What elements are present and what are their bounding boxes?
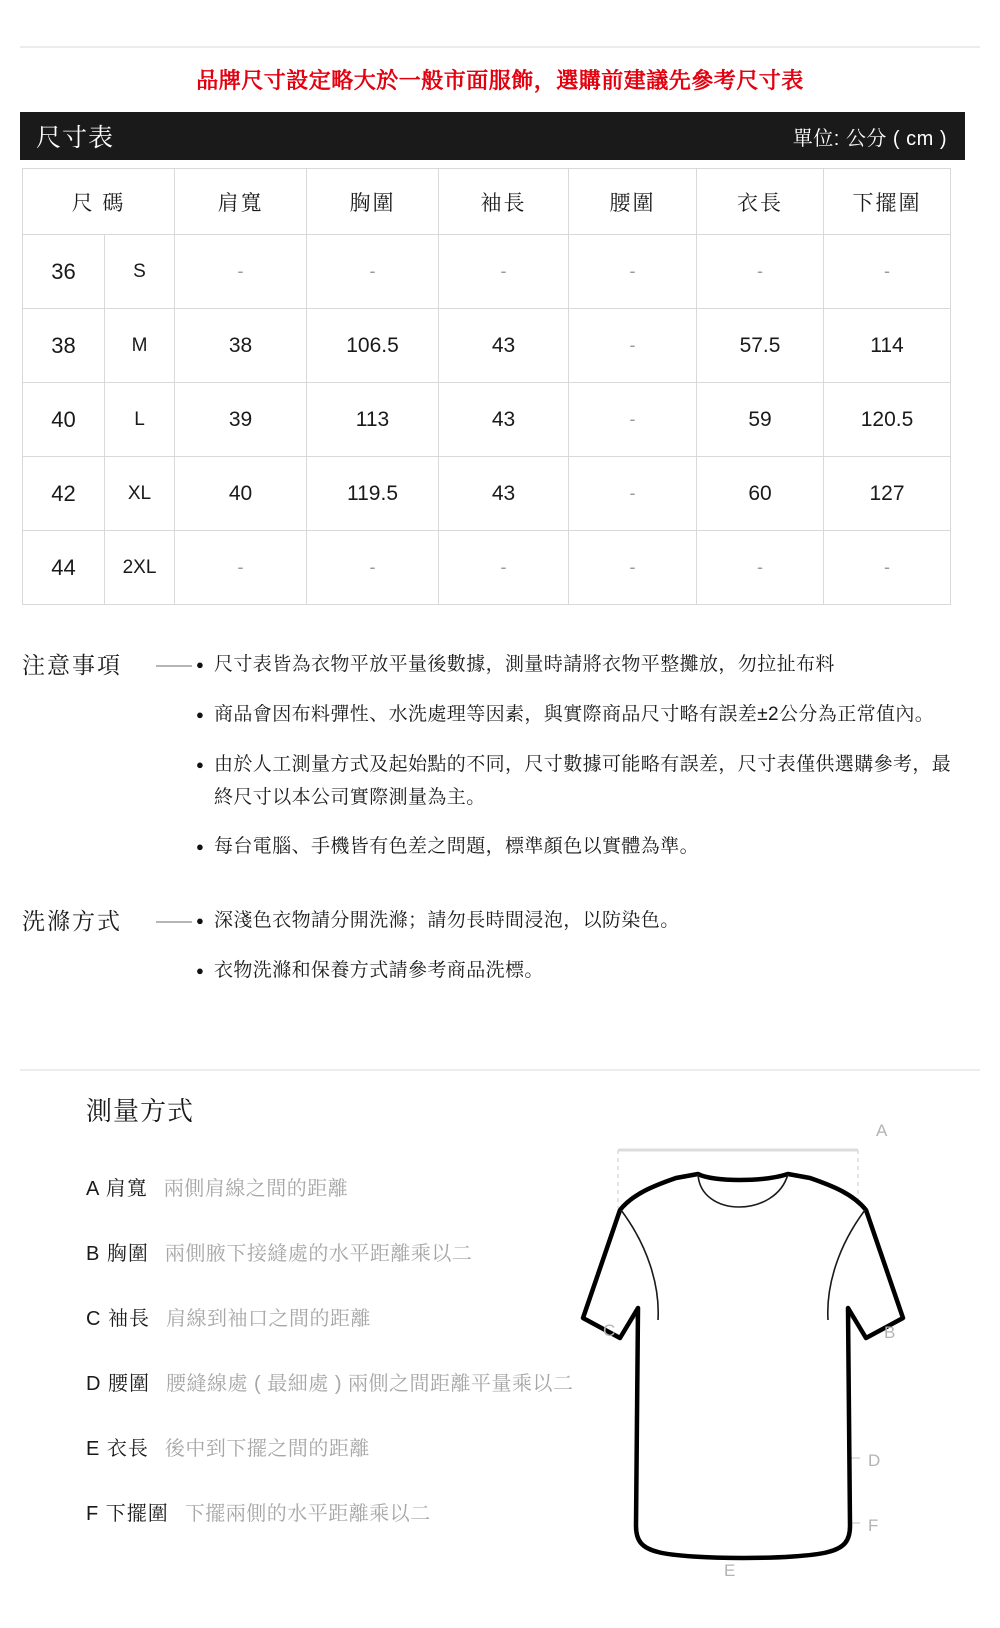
cell-size-num: 38: [23, 309, 105, 383]
cell-waist: -: [569, 309, 697, 383]
diagram-label-b: B: [884, 1323, 896, 1342]
bullet-icon: ●: [196, 707, 204, 722]
cell-length: 57.5: [697, 309, 824, 383]
table-row: [23, 531, 951, 605]
column-header-sleeve: 袖長: [439, 169, 569, 235]
cell-shoulder: -: [175, 531, 307, 605]
cell-size-num: 36: [23, 235, 105, 309]
column-header-size: 尺 碼: [23, 169, 175, 235]
brand-size-notice: 品牌尺寸設定略大於一般市面服飾，選購前建議先參考尺寸表: [196, 68, 804, 93]
bullet-icon: ●: [196, 839, 204, 854]
cell-hem: 114: [824, 309, 951, 383]
notes-section: [22, 648, 962, 1004]
precaution-text: 每台電腦、手機皆有色差之問題，標準顏色以實體為準。: [214, 836, 700, 857]
precautions-heading: 注意事項: [22, 652, 122, 678]
bullet-icon: ●: [196, 913, 204, 928]
cell-chest: -: [307, 531, 439, 605]
cell-hem: -: [824, 235, 951, 309]
cell-size-alpha: 2XL: [105, 531, 175, 605]
cell-shoulder: 40: [175, 457, 307, 531]
heading-connector-line: [152, 648, 196, 682]
cell-size-alpha: S: [105, 235, 175, 309]
cell-length: 60: [697, 457, 824, 531]
cell-waist: -: [569, 235, 697, 309]
list-item: [196, 698, 962, 732]
list-item: [86, 1367, 606, 1396]
cell-waist: -: [569, 457, 697, 531]
cell-waist: -: [569, 531, 697, 605]
measure-desc-e: 後中到下擺之間的距離: [164, 1438, 370, 1460]
cell-sleeve: 43: [439, 457, 569, 531]
washing-text: 衣物洗滌和保養方式請參考商品洗標。: [214, 960, 544, 981]
list-item: [196, 904, 962, 938]
measure-key-a: A 肩寬: [86, 1178, 148, 1200]
list-item: [86, 1302, 606, 1331]
cell-sleeve: 43: [439, 309, 569, 383]
diagram-label-a: A: [876, 1121, 888, 1140]
precautions-group: [22, 648, 962, 880]
page-title: 尺寸表: [36, 124, 115, 152]
cell-hem: 127: [824, 457, 951, 531]
measure-key-d: D 腰圍: [86, 1373, 150, 1395]
list-item: [86, 1172, 606, 1201]
column-header-length: 衣長: [697, 169, 824, 235]
cell-hem: -: [824, 531, 951, 605]
measure-key-b: B 胸圍: [86, 1243, 149, 1265]
tshirt-diagram: [548, 1086, 968, 1586]
tshirt-outline: [583, 1174, 903, 1558]
list-item: [86, 1497, 606, 1526]
list-item: [196, 830, 962, 864]
washing-text: 深淺色衣物請分開洗滌；請勿長時間浸泡，以防染色。: [214, 910, 680, 931]
precautions-bullet-list: [196, 648, 962, 880]
washing-heading: 洗滌方式: [22, 908, 122, 934]
list-item: [86, 1237, 606, 1266]
measure-desc-a: 兩側肩線之間的距離: [163, 1178, 349, 1200]
cell-chest: -: [307, 235, 439, 309]
measure-desc-b: 兩側腋下接縫處的水平距離乘以二: [164, 1243, 473, 1265]
table-row: [23, 383, 951, 457]
measure-key-f: F 下擺圍: [86, 1503, 169, 1525]
cell-size-num: 44: [23, 531, 105, 605]
cell-sleeve: -: [439, 235, 569, 309]
list-item: [196, 954, 962, 988]
column-header-chest: 胸圍: [307, 169, 439, 235]
bullet-icon: ●: [196, 657, 204, 672]
cell-size-num: 40: [23, 383, 105, 457]
cell-chest: 119.5: [307, 457, 439, 531]
cell-size-alpha: M: [105, 309, 175, 383]
size-table-body: [23, 235, 951, 605]
measure-key-e: E 衣長: [86, 1438, 149, 1460]
table-row: [23, 457, 951, 531]
measurement-title: 測量方式: [86, 1096, 195, 1126]
size-table-head: [23, 169, 951, 235]
diagram-label-e: E: [724, 1561, 736, 1580]
column-header-waist: 腰圍: [569, 169, 697, 235]
top-divider: [20, 46, 980, 48]
cell-size-alpha: XL: [105, 457, 175, 531]
cell-chest: 113: [307, 383, 439, 457]
diagram-label-c: C: [603, 1321, 616, 1340]
column-header-shoulder: 肩寬: [175, 169, 307, 235]
cell-chest: 106.5: [307, 309, 439, 383]
list-item: [196, 648, 962, 682]
cell-size-num: 42: [23, 457, 105, 531]
precaution-text: 商品會因布料彈性、水洗處理等因素，與實際商品尺寸略有誤差±2公分為正常值內。: [214, 704, 935, 725]
cell-sleeve: 43: [439, 383, 569, 457]
cell-shoulder: -: [175, 235, 307, 309]
cell-waist: -: [569, 383, 697, 457]
cell-size-alpha: L: [105, 383, 175, 457]
section-divider: [20, 1069, 980, 1071]
unit-label: 單位: 公分 ( cm ): [792, 127, 947, 150]
size-table: [22, 168, 951, 605]
measure-desc-c: 肩線到袖口之間的距離: [166, 1308, 371, 1330]
cell-shoulder: 39: [175, 383, 307, 457]
heading-connector-line: [152, 904, 196, 938]
cell-length: 59: [697, 383, 824, 457]
cell-length: -: [697, 531, 824, 605]
cell-shoulder: 38: [175, 309, 307, 383]
diagram-label-d: D: [868, 1451, 881, 1470]
measure-key-c: C 袖長: [86, 1308, 150, 1330]
measure-desc-f: 下擺兩側的水平距離乘以二: [184, 1503, 431, 1525]
table-row: [23, 235, 951, 309]
list-item: [86, 1432, 606, 1461]
cell-hem: 120.5: [824, 383, 951, 457]
washing-bullet-list: [196, 904, 962, 1004]
precaution-text: 尺寸表皆為衣物平放平量後數據，測量時請將衣物平整攤放，勿拉扯布料: [214, 654, 835, 675]
bullet-icon: ●: [196, 757, 204, 772]
diagram-label-f: F: [868, 1516, 879, 1535]
table-header-row: [23, 169, 951, 235]
column-header-hem: 下擺圍: [824, 169, 951, 235]
measure-desc-d: 腰縫線處 ( 最細處 ) 兩側之間距離平量乘以二: [166, 1373, 574, 1395]
cell-length: -: [697, 235, 824, 309]
measurement-method-section: [86, 1091, 606, 1562]
list-item: [196, 748, 962, 814]
bullet-icon: ●: [196, 963, 204, 978]
cell-sleeve: -: [439, 531, 569, 605]
table-row: [23, 309, 951, 383]
size-chart-title-bar: [20, 112, 965, 160]
precaution-text: 由於人工測量方式及起始點的不同，尺寸數據可能略有誤差，尺寸表僅供選購參考，最終尺寸以本公司實際測量為主。: [214, 754, 952, 808]
washing-group: [22, 904, 962, 1004]
